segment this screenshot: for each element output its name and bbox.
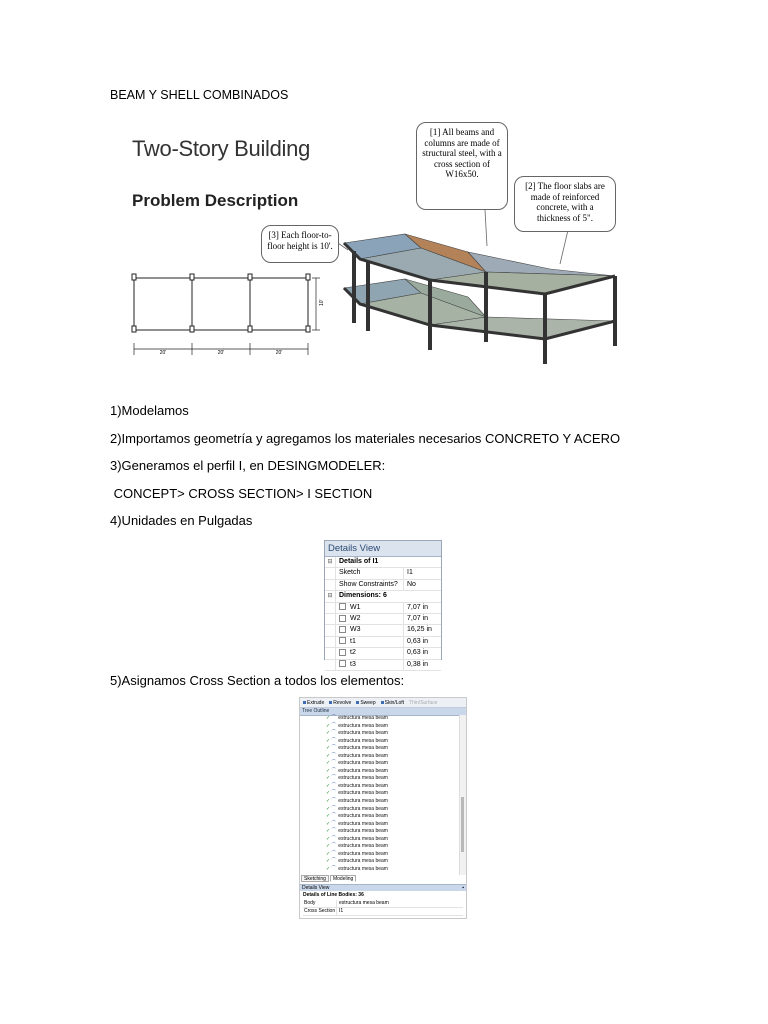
tree-item[interactable]: [300, 821, 460, 829]
row-key: Sketch: [336, 568, 404, 578]
height-dim-label: 10': [319, 299, 325, 306]
tree-item-label: estructura mesa beam: [338, 760, 388, 767]
callout-beams: [1] All beams and columns are made of structural steel, with a cross section of W16x50.: [416, 122, 508, 210]
revolve-button[interactable]: Revolve: [329, 700, 351, 706]
tree-item[interactable]: [300, 858, 460, 866]
dim-label-3: 20': [275, 350, 283, 356]
line-body-icon: ⌒: [331, 737, 337, 744]
dim-value[interactable]: 16,25 in: [407, 626, 432, 634]
dim-value[interactable]: 7,07 in: [407, 603, 429, 611]
dim-label-1: 20': [159, 350, 167, 356]
modeling-toolbar: [300, 698, 466, 708]
skin-loft-button[interactable]: Skin/Loft: [381, 700, 404, 706]
row-key: Body: [303, 900, 337, 907]
check-icon: ✓: [326, 737, 331, 744]
checkbox-icon[interactable]: [339, 615, 346, 622]
tree-item-label: estructura mesa beam: [338, 745, 388, 752]
dimension-row: [325, 603, 441, 614]
check-icon: ✓: [326, 865, 331, 872]
tree-item[interactable]: [300, 768, 460, 776]
dim-value[interactable]: 0,63 in: [407, 637, 429, 645]
tree-item[interactable]: [300, 745, 460, 753]
tree-details-header: Details View ▪: [302, 885, 464, 891]
building-drawing: [120, 118, 640, 368]
dim-value[interactable]: 7,07 in: [407, 614, 429, 622]
details-title-row: [303, 892, 463, 899]
extrude-icon: [303, 701, 306, 704]
step-2: 2)Importamos geometría y agregamos los materiales necesarios CONCRETO Y ACERO: [110, 431, 621, 446]
step-4: 4)Unidades en Pulgadas: [110, 513, 253, 528]
tree-item[interactable]: [300, 775, 460, 783]
tab-modeling[interactable]: Modeling: [330, 875, 356, 882]
tree-item[interactable]: [300, 715, 460, 723]
tree-item-label: estructura mesa beam: [338, 835, 388, 842]
thin-surface-button[interactable]: Thin/Surface: [409, 699, 438, 706]
check-icon: ✓: [326, 828, 331, 835]
dim-key: W2: [350, 614, 361, 622]
line-body-icon: ⌒: [331, 745, 337, 752]
line-body-icon: ⌒: [331, 865, 337, 872]
row-value[interactable]: estructura mesa beam: [339, 900, 389, 906]
line-body-icon: ⌒: [331, 730, 337, 737]
details-row: [303, 908, 463, 916]
figure-title: Two-Story Building: [132, 136, 311, 161]
tree-item-label: estructura mesa beam: [338, 782, 388, 789]
revolve-icon: [329, 701, 332, 704]
tree-item-label: estructura mesa beam: [338, 737, 388, 744]
tree-item-label: estructura mesa beam: [338, 767, 388, 774]
tree-item[interactable]: [300, 813, 460, 821]
building-figure: [120, 118, 640, 368]
sweep-icon: [356, 701, 359, 704]
line-body-icon: ⌒: [331, 858, 337, 865]
tree-item-label: estructura mesa beam: [338, 820, 388, 827]
check-icon: ✓: [326, 760, 331, 767]
tree-item-label: estructura mesa beam: [338, 813, 388, 820]
tree-item[interactable]: [300, 760, 460, 768]
tree-item-label: estructura mesa beam: [338, 865, 388, 872]
line-body-icon: ⌒: [331, 775, 337, 782]
line-body-icon: ⌒: [331, 820, 337, 827]
checkbox-icon[interactable]: [339, 637, 346, 644]
tree-item-label: estructura mesa beam: [338, 752, 388, 759]
line-body-icon: ⌒: [331, 835, 337, 842]
details-row: [325, 568, 441, 579]
dimension-row: [325, 660, 441, 671]
dim-key: t3: [350, 660, 356, 668]
tree-item-label: estructura mesa beam: [338, 715, 388, 721]
line-body-icon: ⌒: [331, 798, 337, 805]
line-body-icon: ⌒: [331, 850, 337, 857]
tree-tabs: [300, 875, 356, 882]
dim-key: t1: [350, 637, 356, 645]
tree-item[interactable]: [300, 723, 460, 731]
line-body-icon: ⌒: [331, 813, 337, 820]
line-body-icon: ⌒: [331, 722, 337, 729]
check-icon: ✓: [326, 722, 331, 729]
row-key: Cross Section: [304, 908, 336, 914]
tree-item-label: estructura mesa beam: [338, 790, 388, 797]
tree-outline-header: Tree Outline: [300, 708, 466, 716]
checkbox-icon[interactable]: [339, 660, 346, 667]
tree-item[interactable]: [300, 783, 460, 791]
check-icon: ✓: [326, 843, 331, 850]
dimension-row: [325, 625, 441, 636]
tree-item[interactable]: [300, 806, 460, 814]
details-title: Details of Line Bodies: 36: [303, 892, 364, 898]
tree-item[interactable]: [300, 738, 460, 746]
sweep-button[interactable]: Sweep: [356, 700, 375, 706]
line-body-icon: ⌒: [331, 790, 337, 797]
check-icon: ✓: [326, 858, 331, 865]
tree-item-label: estructura mesa beam: [338, 722, 388, 729]
callout-height: [3] Each floor-to-floor height is 10'.: [261, 225, 339, 263]
dimensions-section-row[interactable]: [325, 591, 441, 602]
tree-item[interactable]: [300, 851, 460, 859]
line-body-icon: ⌒: [331, 760, 337, 767]
line-body-icon: ⌒: [331, 752, 337, 759]
tree-item[interactable]: [300, 866, 460, 874]
check-icon: ✓: [326, 775, 331, 782]
check-icon: ✓: [326, 850, 331, 857]
tab-sketching[interactable]: Sketching: [301, 875, 329, 882]
details-section-title: Details of I1: [339, 558, 379, 565]
tree-item[interactable]: [300, 730, 460, 738]
callout-slabs: [2] The floor slabs are made of reinforced concrete, with a thickness of 5".: [514, 176, 616, 232]
step-3: 3)Generamos el perfil I, en DESINGMODELER:: [110, 458, 386, 473]
line-body-icon: ⌒: [331, 805, 337, 812]
dim-label-2: 20': [217, 350, 225, 356]
tree-item-label: estructura mesa beam: [338, 850, 388, 857]
step-3-path: CONCEPT> CROSS SECTION> I SECTION: [110, 486, 373, 501]
tree-item-label: estructura mesa beam: [338, 798, 388, 805]
check-icon: ✓: [326, 835, 331, 842]
elevation-frame: [132, 274, 320, 355]
tree-item-label: estructura mesa beam: [338, 805, 388, 812]
checkbox-icon[interactable]: [339, 603, 346, 610]
dimension-row: [325, 648, 441, 659]
tree-item[interactable]: [300, 790, 460, 798]
check-icon: ✓: [326, 798, 331, 805]
row-value[interactable]: I1: [407, 569, 413, 577]
row-value[interactable]: I1: [339, 908, 344, 914]
extrude-button[interactable]: Extrude: [303, 700, 324, 706]
check-icon: ✓: [326, 805, 331, 812]
tree-outline-panel: [299, 697, 467, 919]
step-5: 5)Asignamos Cross Section a todos los elementos:: [110, 673, 405, 688]
collapse-icon[interactable]: ⊟: [325, 591, 336, 601]
check-icon: ✓: [326, 752, 331, 759]
tree-item-label: estructura mesa beam: [338, 775, 388, 782]
check-icon: ✓: [326, 790, 331, 797]
check-icon: ✓: [326, 813, 331, 820]
line-body-icon: ⌒: [331, 715, 337, 721]
dim-value[interactable]: 0,38 in: [407, 660, 429, 668]
dim-key: W3: [350, 626, 361, 634]
checkbox-icon[interactable]: [339, 626, 346, 633]
tree-item[interactable]: [300, 836, 460, 844]
line-body-icon: ⌒: [331, 843, 337, 850]
line-body-icon: ⌒: [331, 767, 337, 774]
checkbox-icon[interactable]: [339, 649, 346, 656]
details-row: [303, 900, 463, 908]
tree-item-label: estructura mesa beam: [338, 858, 388, 865]
row-key: Show Constraints?: [336, 580, 404, 590]
scrollbar-thumb[interactable]: [461, 797, 464, 852]
step-1: 1)Modelamos: [110, 403, 189, 418]
details-view-header: Details View: [325, 541, 441, 557]
dim-key: W1: [350, 603, 361, 611]
check-icon: ✓: [326, 745, 331, 752]
tree-list: [300, 715, 460, 873]
line-body-icon: ⌒: [331, 828, 337, 835]
row-value[interactable]: No: [407, 580, 416, 588]
dimension-row: [325, 637, 441, 648]
details-section-row[interactable]: [325, 557, 441, 568]
collapse-icon[interactable]: ⊟: [325, 557, 336, 567]
tree-item[interactable]: [300, 828, 460, 836]
check-icon: ✓: [326, 782, 331, 789]
vertical-scrollbar[interactable]: [459, 715, 466, 875]
isometric-structure: [344, 234, 615, 364]
check-icon: ✓: [326, 767, 331, 774]
details-row: [325, 580, 441, 591]
line-body-icon: ⌒: [331, 782, 337, 789]
document-title: BEAM Y SHELL COMBINADOS: [110, 88, 289, 102]
tree-item[interactable]: [300, 798, 460, 806]
dimension-row: [325, 614, 441, 625]
check-icon: ✓: [326, 820, 331, 827]
dim-key: t2: [350, 649, 356, 657]
tree-item-label: estructura mesa beam: [338, 730, 388, 737]
check-icon: ✓: [326, 715, 331, 721]
figure-subtitle: Problem Description: [132, 191, 299, 210]
skin-loft-icon: [381, 701, 384, 704]
check-icon: ✓: [326, 730, 331, 737]
tree-item[interactable]: [300, 843, 460, 851]
tree-item[interactable]: [300, 753, 460, 761]
tree-item-label: estructura mesa beam: [338, 828, 388, 835]
tree-item-label: estructura mesa beam: [338, 843, 388, 850]
dim-value[interactable]: 0,63 in: [407, 649, 429, 657]
details-view-panel: [324, 540, 442, 668]
pin-icon[interactable]: ▪: [462, 885, 464, 891]
dimensions-section-title: Dimensions: 6: [339, 592, 387, 600]
